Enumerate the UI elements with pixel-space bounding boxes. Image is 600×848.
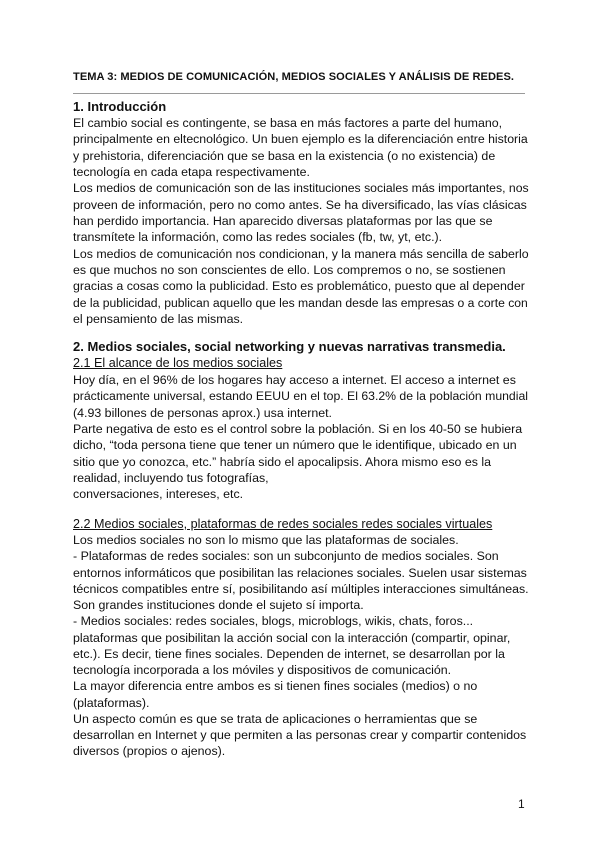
text-line: plataformas que posibilitan la acción social con la interacción (compartir, opinar, xyxy=(73,630,511,645)
text-line: entornos informáticos que posibilitan las relaciones sociales. Suelen usar sistemas xyxy=(73,565,527,580)
document-title: TEMA 3: MEDIOS DE COMUNICACIÓN, MEDIOS SOCIALES Y ANÁLISIS DE REDES. xyxy=(73,71,515,83)
section-2-heading: 2. Medios sociales, social networking y nuevas narrativas transmedia. xyxy=(73,339,506,354)
text-line: gracias a cosas como la publicidad. Esto es problemático, puesto que al depender xyxy=(73,279,525,294)
text-line: principalmente en eltecnológico. Un buen ejemplo es la diferenciación entre historia xyxy=(73,132,528,147)
section-1-heading: 1. Introducción xyxy=(73,99,167,114)
text-line: prácticamente universal, estando EEUU en el top. El 63.2% de la población mundial xyxy=(73,389,528,404)
text-line: tecnología incorporada a los móviles y dispositivos de comunicación. xyxy=(73,663,452,677)
page-number: 1 xyxy=(518,797,525,811)
text-line: proveen de información, pero no como antes. Se ha diversificado, las vías clásicas xyxy=(73,197,527,212)
text-line: Parte negativa de esto es el control sobre la población. Si en los 40-50 se hubiera xyxy=(73,421,523,436)
text-line: sitio que yo conozca, etc.” habría sido el apocalipsis. Ahora mismo eso es la xyxy=(73,454,492,469)
text-line: conversaciones, intereses, etc. xyxy=(73,487,244,502)
text-line: el pensamiento de las mismas. xyxy=(73,311,244,326)
text-line: (plataformas). xyxy=(73,695,150,710)
text-line: - Plataformas de redes sociales: son un subconjunto de medios sociales. Son xyxy=(73,549,499,564)
text-line: dicho, “toda persona tiene que tener un número que le identifique, ubicado en un xyxy=(73,438,517,453)
text-line: etc.). Es decir, tiene fines sociales. Dependen de internet, se desarrollan por la xyxy=(73,646,505,661)
text-line: Son grandes instituciones donde el sujeto sí importa. xyxy=(73,598,364,612)
text-line: diversos (propios o ajenos). xyxy=(73,744,226,759)
text-line: (4.93 billones de personas aprox.) usa internet. xyxy=(73,405,332,420)
text-line: es que muchos no son conscientes de ello. Los compremos o no, se sostienen xyxy=(73,262,506,277)
text-line: técnicos compatibles entre sí, posibilitando así múltiples interacciones simultáneas. xyxy=(73,581,529,596)
subsection-2-2-heading: 2.2 Medios sociales, plataformas de redes sociales redes sociales virtuales xyxy=(73,517,493,531)
text-line: tecnología en cada etapa respectivamente. xyxy=(73,164,310,179)
text-line: Un aspecto común es que se trata de aplicaciones o herramientas que se xyxy=(73,711,478,726)
text-line: El cambio social es contingente, se basa en más factores a parte del humano, xyxy=(73,116,503,130)
text-line: desarrollan en Internet y que permiten a las personas crear y compartir contenidos xyxy=(73,728,527,742)
text-line: han perdido importancia. Han aparecido diversas plataformas por las que se xyxy=(73,213,493,228)
text-line: y prehistoria, diferenciación que se basa en la existencia (o no existencia) de xyxy=(73,148,496,163)
text-line: realidad, incluyendo tus fotografías, xyxy=(73,470,269,485)
text-line: transmítete la información, como las redes sociales (fb, tw, yt, etc.). xyxy=(73,230,443,245)
title-divider xyxy=(73,93,525,94)
text-line: Los medios de comunicación nos condicionan, y la manera más sencilla de saberlo xyxy=(73,246,529,261)
text-line: - Medios sociales: redes sociales, blogs, microblogs, wikis, chats, foros... xyxy=(73,614,474,629)
text-line: Hoy día, en el 96% de los hogares hay acceso a internet. El acceso a internet es xyxy=(73,373,516,387)
text-line: Los medios de comunicación son de las instituciones sociales más importantes, nos xyxy=(73,181,529,196)
text-line: Los medios sociales no son lo mismo que las plataformas de sociales. xyxy=(73,533,459,547)
subsection-2-1-heading: 2.1 El alcance de los medios sociales xyxy=(73,356,283,370)
text-line: La mayor diferencia entre ambos es si tienen fines sociales (medios) o no xyxy=(73,679,478,694)
text-line: de la publicidad, publican aquello que les mandan desde las empresas o a corte con xyxy=(73,295,528,310)
